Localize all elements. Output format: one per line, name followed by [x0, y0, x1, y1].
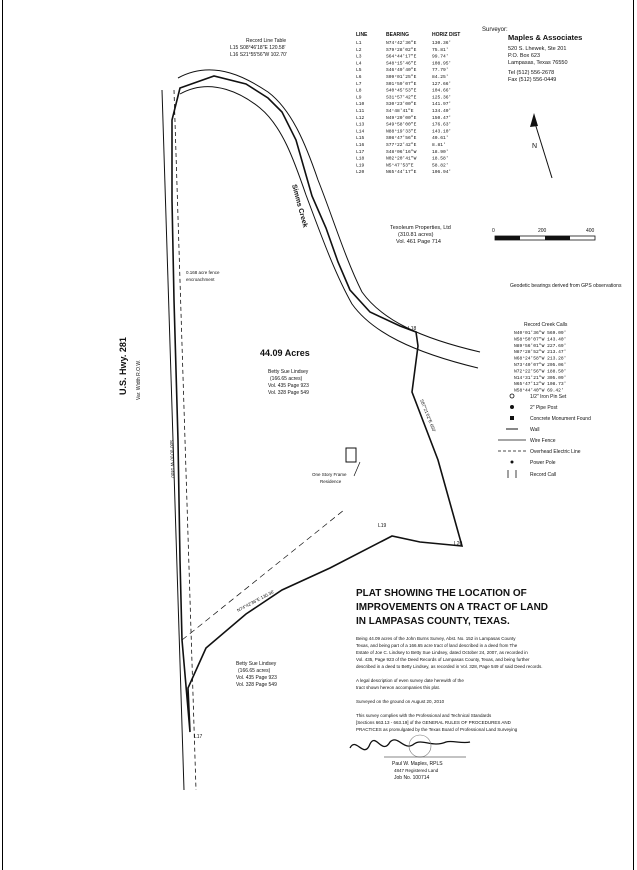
line-table-header: HORIZ DIST: [432, 32, 461, 38]
highway-subtitle: Var. Width R.O.W.: [136, 359, 142, 400]
residence-line-2: Residence: [320, 479, 342, 484]
description-line: Estate of Joe C. Lindsey to Betty Sue Lindsey, dated October 24, 2007, as recorded in: [356, 650, 528, 655]
line-table-cell: S49°58'00"E: [386, 122, 417, 128]
line-table-cell: L15: [356, 136, 365, 142]
line-table-cell: L8: [356, 88, 362, 94]
signature-name: Paul W. Maples, RPLS: [392, 761, 443, 767]
description-line: Being 44.09 acres of the John Burns Survey, Abst. No. 152 in Lampasas County: [356, 636, 516, 641]
residence: [312, 448, 356, 484]
tract-below-acres: (166.65 acres): [238, 668, 271, 674]
line-table-cell: 150.47': [432, 115, 452, 121]
line-table-cell: S01°59'07"E: [386, 81, 417, 87]
point-label-l17: L17: [194, 734, 203, 740]
line-table-cell: L12: [356, 115, 365, 121]
line-table-cell: L10: [356, 102, 365, 108]
line-table-cell: L6: [356, 75, 362, 80]
line-table-cell: L18: [356, 156, 365, 162]
legend-label: 1/2" Iron Pin Set: [530, 394, 567, 400]
line-table-cell: S48°15'46"E: [386, 61, 417, 67]
legend-power-pole-symbol: [511, 461, 514, 464]
line-table-cell: 99.74': [432, 54, 449, 60]
tract-below-owner: Betty Sue Lindsey: [236, 661, 277, 667]
line-table-cell: S79°28'02"E: [386, 47, 417, 53]
tract-right-owner: Texoleum Properties, Ltd: [390, 225, 451, 231]
line-table-cell: L5: [356, 68, 362, 74]
scale-bar: [492, 228, 595, 240]
line-table-cell: 40.61': [432, 136, 449, 142]
surveyor-name: Maples & Associates: [508, 33, 583, 42]
area-title: 44.09 Acres: [260, 348, 310, 358]
line-table-cell: L4: [356, 61, 362, 67]
legend-label: Concrete Monument Found: [530, 416, 591, 422]
legal-note-line: A legal description of even survey date herewith of the: [356, 678, 464, 683]
legend-iron-pin-symbol: [510, 394, 514, 398]
creek-call-row: N58°44'40"W 69.42': [514, 388, 564, 394]
signature-reg: 4847 Registered Land: [394, 768, 439, 773]
surveyor-heading: Surveyor:: [482, 27, 508, 33]
creek: [178, 70, 480, 368]
line-table-cell: 127.66': [432, 81, 452, 87]
surveyor-block: [482, 27, 582, 83]
tract-boundary: [172, 76, 462, 732]
line-table-cell: L14: [356, 129, 365, 135]
line-table-cell: 77.79': [432, 68, 449, 74]
record-line-row: L15 S08°46'18"E 120.58': [230, 45, 286, 51]
line-table-cell: 18.58': [432, 156, 449, 162]
line-table-cell: L3: [356, 54, 362, 60]
record-line-table: [230, 38, 287, 58]
north-label: N: [532, 143, 538, 150]
tract-below-ref-2: Vol. 328 Page 549: [236, 682, 277, 688]
boundary-call: N74°42'36"E 130.36': [236, 589, 276, 613]
line-table-cell: L2: [356, 47, 362, 53]
surveyor-tel: Tel (512) 556-2678: [508, 70, 555, 76]
line-table-cell: 134.40': [432, 109, 452, 114]
line-table-cell: S08°47'56"E: [386, 136, 417, 142]
fence-note-line-2: encroachment: [186, 277, 215, 282]
boundary-call: S87°21'02"E 650': [419, 398, 437, 433]
surveyor-address-3: Lampasas, Texas 76550: [508, 60, 568, 66]
line-table-header: BEARING: [386, 32, 410, 38]
legend-monument-symbol: [510, 416, 514, 420]
scale-tick: 400: [586, 228, 595, 234]
fence-note: [186, 270, 220, 282]
line-table-cell: L20: [356, 170, 365, 176]
creek-call-row: N68°24'58"W 213.28': [514, 356, 567, 362]
scale-tick: 200: [538, 228, 547, 234]
legend-label: Record Call: [530, 472, 557, 478]
line-table-cell: 125.36': [432, 95, 452, 101]
record-line-table-title: Record Line Table: [246, 38, 287, 44]
description-line: described in a deed to Betty Lindsey, as recorded in Vol. 328, Page 549 of said Deed records.: [356, 664, 543, 669]
creek-call-row: N58°50'07"W 143.40': [514, 337, 567, 343]
line-table: [356, 32, 460, 175]
boundary-call: S00°00'00"W 1400': [169, 439, 176, 479]
line-table-cell: S4°48'41"E: [386, 109, 414, 114]
line-table-cell: 8.81': [432, 143, 446, 148]
tract-right-ref: Vol. 461 Page 714: [396, 239, 441, 245]
compliance-line: PRACTICES as promulgated by the Texas Board of Professional Land Surveying: [356, 727, 518, 732]
line-table-cell: S77°22'42"E: [386, 143, 417, 148]
geodetic-note-text: Geodetic bearings derived from GPS observations: [510, 283, 622, 289]
compliance-line: This survey complies with the Professional and Technical Standards: [356, 713, 492, 718]
line-table-cell: 176.63': [432, 122, 452, 128]
line-table-cell: 130.36': [432, 41, 452, 46]
creek-call-row: N89°56'01"W 227.69': [514, 343, 567, 349]
tract-right-acres: (310.81 acres): [398, 232, 434, 238]
record-line-row: L16 S21°55'56"W 102.70': [230, 52, 287, 58]
plat-title-line-1: PLAT SHOWING THE LOCATION OF: [356, 588, 527, 599]
description-line: Vol. 435, Page 923 of the Deed Records of Lampasas County, Texas, and being further: [356, 657, 530, 662]
line-table-cell: 84.25': [432, 75, 449, 80]
tract-below-label: [236, 661, 277, 688]
line-table-cell: N49°20'00"E: [386, 115, 417, 121]
north-arrow: [530, 113, 552, 178]
line-table-cell: S64°44'17"E: [386, 54, 417, 60]
fence-note-line-1: 0.168 acre fence: [186, 270, 220, 275]
surveyor-address-2: P.O. Box 623: [508, 53, 541, 59]
line-table-cell: L1: [356, 41, 362, 46]
area-owner: Betty Sue Lindsey: [268, 369, 309, 375]
line-table-cell: S09°01'25"E: [386, 75, 417, 80]
line-table-cell: L9: [356, 95, 362, 101]
line-table-header: LINE: [356, 32, 368, 38]
scale-tick: 0: [492, 228, 495, 234]
line-table-cell: N88°19'33"E: [386, 129, 417, 135]
seal-icon: [409, 735, 431, 757]
legend-pipe-post-symbol: [510, 405, 514, 409]
surveyor-address-1: 520 S. Lhewek, Ste 201: [508, 46, 567, 52]
record-creek-calls: [514, 322, 568, 394]
legend-label: Wire Fence: [530, 438, 556, 444]
surveyor-fax: Fax (512) 556-0449: [508, 77, 557, 83]
line-table-cell: L11: [356, 109, 365, 114]
plat-title-line-3: IN LAMPASAS COUNTY, TEXAS.: [356, 616, 510, 627]
interior-lines: [182, 462, 360, 640]
line-table-cell: 58.82': [432, 163, 449, 169]
line-table-cell: L19: [356, 163, 365, 169]
creek-label: Simms Creek: [290, 183, 309, 229]
tract-right-label: [390, 225, 451, 245]
creek-call-row: N40°01'36"W 569.09': [514, 331, 567, 336]
creek-calls-title: Record Creek Calls: [524, 322, 568, 328]
creek-call-row: N73°40'07"W 205.06': [514, 363, 567, 368]
line-table-cell: 108.95': [432, 61, 452, 67]
line-table-cell: N65°44'17"E: [386, 170, 417, 176]
compliance-line: [Sections 663.13 - 663.19] of the GENERAL RULES OF PROCEDURES AND: [356, 720, 511, 725]
area-ref-2: Vol. 328 Page 549: [268, 390, 309, 396]
plat-title-line-2: IMPROVEMENTS ON A TRACT OF LAND: [356, 602, 549, 613]
point-label-l20: L20: [454, 541, 463, 547]
line-table-cell: S40°45'53"E: [386, 88, 417, 94]
line-table-cell: 106.94': [432, 170, 452, 176]
point-label-l18: L18: [408, 326, 417, 332]
line-table-cell: N02°20'41"W: [386, 156, 417, 162]
area-acres: (166.65 acres): [270, 376, 303, 382]
line-table-cell: 141.97': [432, 102, 452, 108]
line-table-cell: S31°57'42"E: [386, 95, 417, 101]
area-label: [260, 348, 310, 396]
legend-label: 2" Pipe Post: [530, 405, 558, 411]
creek-call-row: N14°31'21"W 305.09': [514, 375, 567, 381]
surveyed-date: Surveyed on the ground on August 20, 2010: [356, 699, 445, 704]
plat-title: [356, 588, 548, 627]
signature-job: Job No. 100714: [394, 775, 430, 781]
line-table-cell: 143.10': [432, 129, 452, 135]
line-table-cell: N74°42'36"E: [386, 41, 417, 46]
line-table-cell: L7: [356, 81, 362, 87]
line-table-cell: L17: [356, 149, 365, 155]
line-table-cell: S46°49'40"E: [386, 68, 417, 74]
line-table-cell: S30°23'00"E: [386, 102, 417, 108]
description-paragraph: [356, 636, 543, 732]
point-label-l19: L19: [378, 523, 387, 529]
legend-label: Power Pole: [530, 460, 556, 466]
legend: [498, 394, 591, 478]
creek-call-row: N65°47'12"W 108.73': [514, 382, 567, 388]
legend-label: Overhead Electric Line: [530, 449, 581, 455]
signature-block: [350, 735, 470, 781]
residence-line-1: One Story Frame: [312, 472, 347, 477]
line-table-cell: 75.81': [432, 47, 449, 53]
highway-label: U.S. Hwy. 281: [118, 337, 128, 395]
tract-below-ref-1: Vol. 435 Page 923: [236, 675, 277, 681]
geodetic-note: [510, 283, 622, 289]
line-table-cell: L16: [356, 143, 365, 148]
line-table-cell: L13: [356, 122, 365, 128]
line-table-cell: 104.66': [432, 88, 452, 94]
line-table-cell: N5°47'53"E: [386, 163, 414, 169]
line-table-cell: 18.90': [432, 149, 449, 155]
description-line: Texas, and being part of a 166.65 acre tract of land described in a deed from The: [356, 643, 518, 648]
area-ref-1: Vol. 435 Page 923: [268, 383, 309, 389]
legal-note-line: tract shown hereon accompanies this plat.: [356, 685, 441, 690]
creek-call-row: N72°22'56"W 188.50': [514, 369, 567, 375]
line-table-cell: S48°06'16"W: [386, 149, 417, 155]
creek-call-row: N87°28'52"W 213.47': [514, 350, 567, 356]
legend-label: Wall: [530, 427, 540, 433]
highway: [118, 90, 196, 790]
